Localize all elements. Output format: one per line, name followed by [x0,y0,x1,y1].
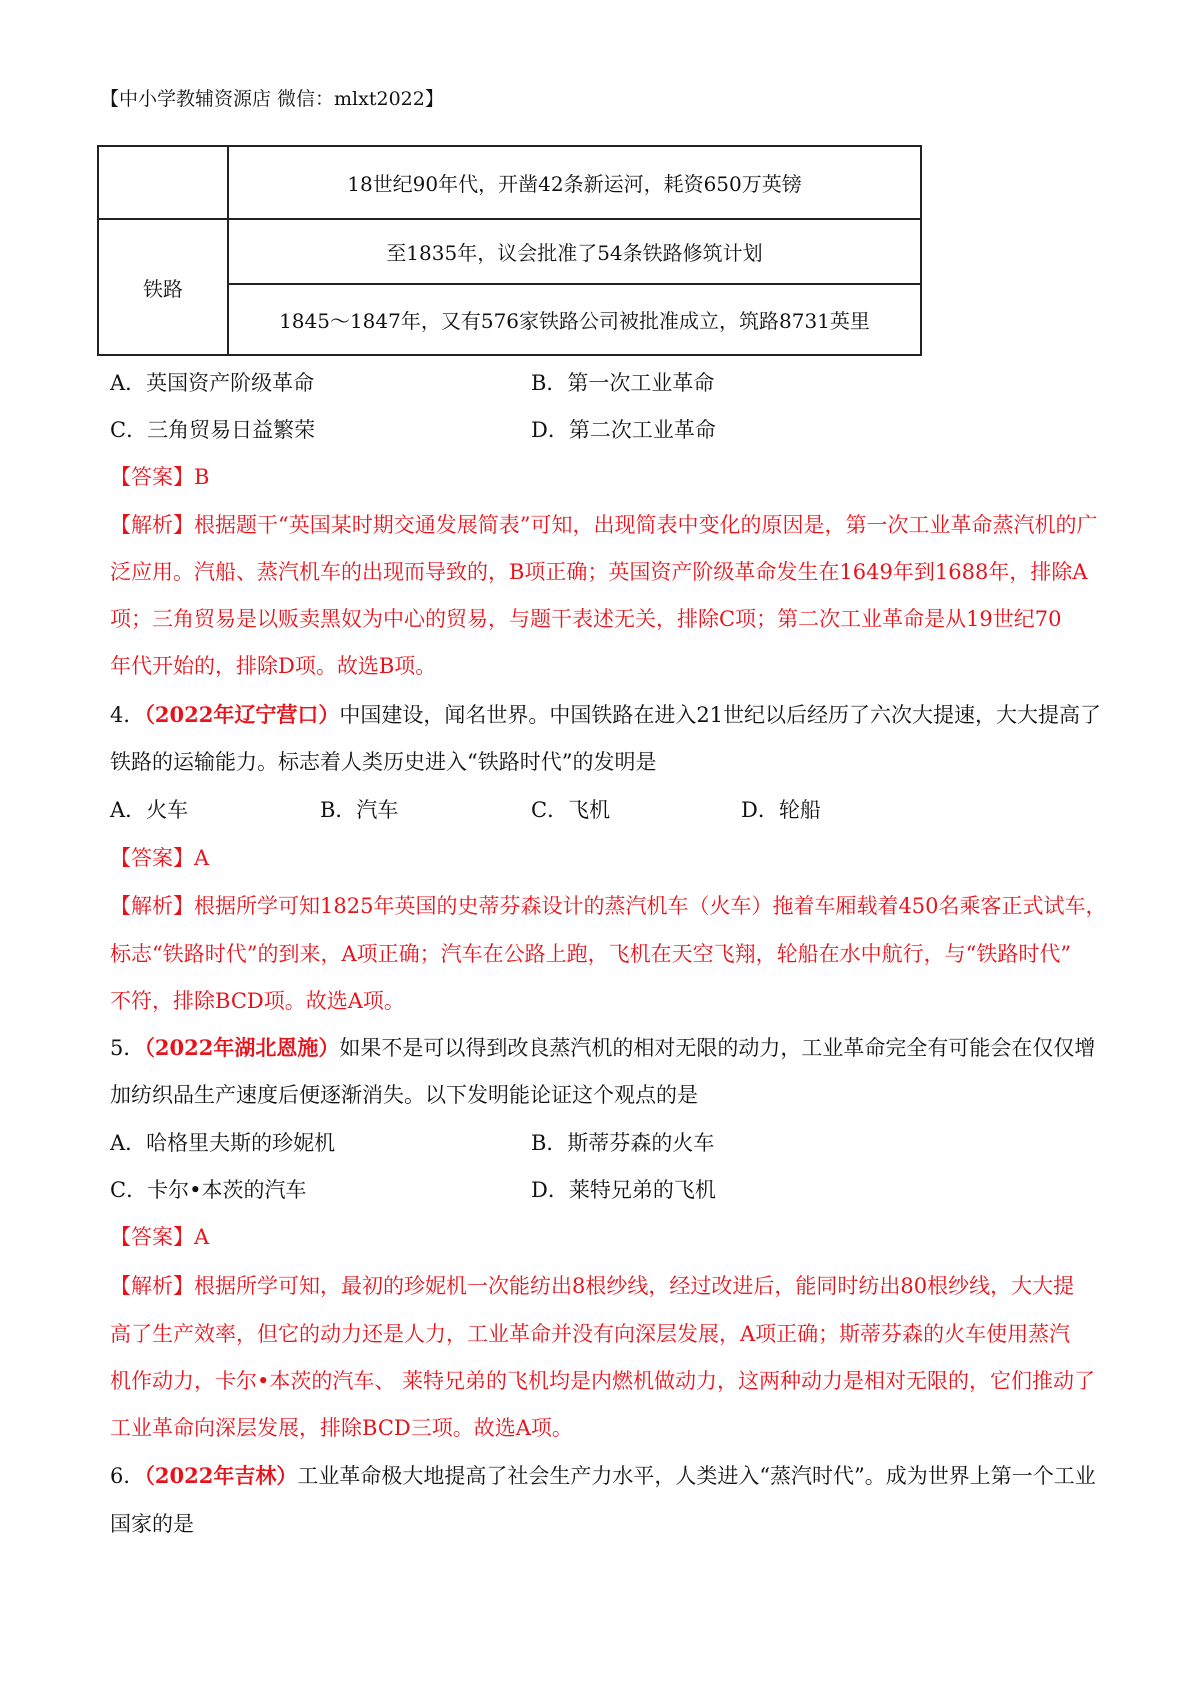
table-cell-canal: 18世纪90年代，开凿42条新运河，耗资650万英镑 [228,146,921,219]
q5-analysis-line: 【解析】根据所学可知，最初的珍妮机一次能纺出8根纱线，经过改进后，能同时纺出80根纱线，大大提 [110,1274,1075,1298]
q6-number: 6． [110,1464,145,1488]
q5-option-d: D．莱特兄弟的飞机 [531,1178,716,1202]
q4-analysis-line: 【解析】根据所学可知1825年英国的史蒂芬森设计的蒸汽机车（火车）拖着车厢载着450名乘客正式试车， [110,894,1107,918]
table-label-railway: 铁路 [98,219,228,355]
q5-analysis-line: 机作动力，卡尔•本茨的汽车、 莱特兄弟的飞机均是内燃机做动力，这两种动力是相对无限的，它们推动了 [110,1369,1096,1393]
q4-option-d: D．轮船 [741,798,821,822]
q4-source: （2022年辽宁营口） [144,702,340,727]
q4-option-c: C．飞机 [531,798,611,822]
q4-number: 4． [110,703,145,727]
transport-table [97,145,922,356]
q3-answer: 【答案】B [110,465,210,489]
table-cell-railway-1835: 至1835年，议会批准了54条铁路修筑计划 [228,219,921,284]
q4-stem-text: 中国建设，闻名世界。中国铁路在进入21世纪以后经历了六次大提速，大大提高了 [339,703,1102,727]
q3-analysis-line: 泛应用。汽船、蒸汽机车的出现而导致的，B项正确；英国资产阶级革命发生在1649年到1688年，排除A [110,560,1088,584]
q5-stem-line [110,1032,1095,1062]
q3-option-a: A．英国资产阶级革命 [110,371,315,395]
q5-analysis-line: 工业革命向深层发展，排除BCD三项。故选A项。 [110,1416,573,1440]
page-header: 【中小学教辅资源店 微信：mlxt2022】 [100,88,444,110]
q6-stem-text: 工业革命极大地提高了社会生产力水平，人类进入“蒸汽时代”。成为世界上第一个工业 [297,1464,1096,1488]
q5-number: 5． [110,1036,145,1060]
q4-analysis-line: 不符，排除BCD项。故选A项。 [110,989,405,1013]
q5-analysis-line: 高了生产效率，但它的动力还是人力，工业革命并没有向深层发展，A项正确；斯蒂芬森的火车使用蒸汽 [110,1322,1071,1346]
table-cell-railway-1845: 1845～1847年，又有576家铁路公司被批准成立，筑路8731英里 [228,284,921,355]
q5-stem-text: 如果不是可以得到改良蒸汽机的相对无限的动力，工业革命完全有可能会在仅仅增 [339,1036,1096,1060]
q3-analysis-line: 【解析】根据题干“英国某时期交通发展简表”可知，出现简表中变化的原因是，第一次工业革命蒸汽机的广 [110,513,1098,537]
q3-option-c: C．三角贸易日益繁荣 [110,418,316,442]
q5-answer: 【答案】A [110,1225,210,1249]
q5-option-a: A．哈格里夫斯的珍妮机 [110,1131,336,1155]
q3-option-b: B．第一次工业革命 [531,371,715,395]
q4-analysis-line: 标志“铁路时代”的到来，A项正确；汽车在公路上跑，飞机在天空飞翔，轮船在水中航行，与“铁路时代” [110,942,1072,966]
q4-stem-line [110,699,1101,729]
q3-option-d: D．第二次工业革命 [531,418,716,442]
q4-answer: 【答案】A [110,846,210,870]
q5-stem-line: 加纺织品生产速度后便逐渐消失。以下发明能论证这个观点的是 [110,1083,698,1107]
q4-option-a: A．火车 [110,798,189,822]
q4-option-b: B．汽车 [320,798,399,822]
q3-analysis-line: 年代开始的，排除D项。故选B项。 [110,654,437,678]
q5-option-b: B．斯蒂芬森的火车 [531,1131,715,1155]
table-empty-cell [98,146,228,219]
q6-stem-line: 国家的是 [110,1512,194,1536]
q5-source: （2022年湖北恩施） [144,1035,340,1060]
q5-option-c: C．卡尔•本茨的汽车 [110,1178,307,1202]
q4-stem-line: 铁路的运输能力。标志着人类历史进入“铁路时代”的发明是 [110,750,657,774]
q6-source: （2022年吉林） [144,1463,298,1488]
q3-analysis-line: 项；三角贸易是以贩卖黑奴为中心的贸易，与题干表述无关，排除C项；第二次工业革命是从19世纪70 [110,607,1062,631]
q6-stem-line [110,1460,1096,1490]
